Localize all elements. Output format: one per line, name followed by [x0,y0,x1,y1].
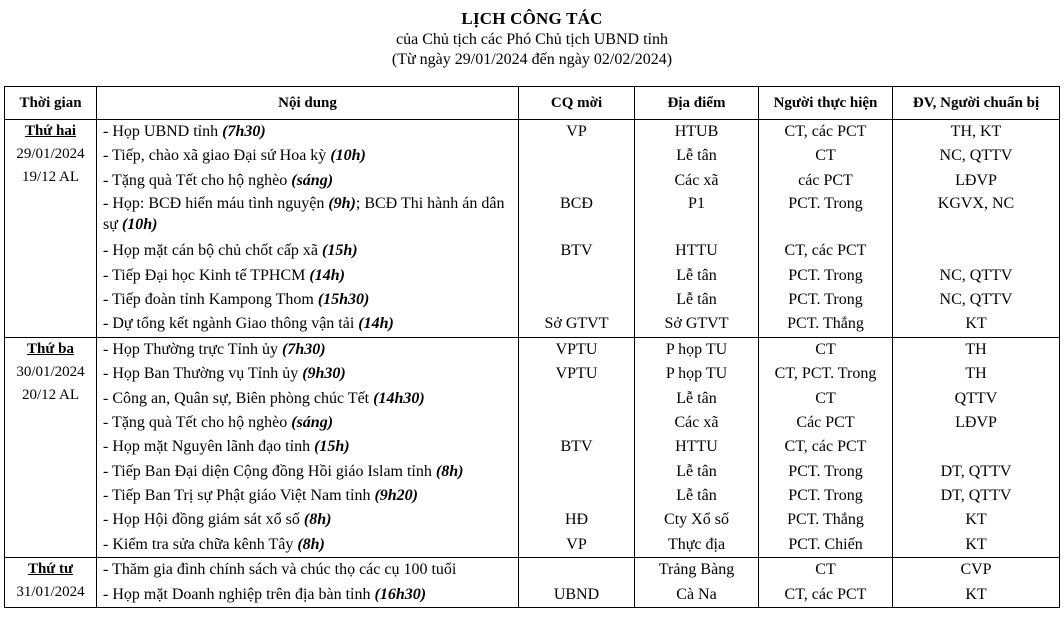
activity-item [97,508,518,532]
day-name: Thứ ba [27,340,74,357]
day-row [5,337,1060,558]
cq-value: VPTU [555,340,598,358]
day-row [5,558,1060,608]
person-value: CT [815,340,836,358]
person-value: PCT. Trong [788,462,863,480]
activity-item [97,484,518,508]
prep-value: NC, QTTV [939,290,1013,308]
person-value: các PCT [798,171,853,189]
document-title: LỊCH CÔNG TÁC [461,9,603,28]
activity-text: - Họp UBND tỉnh [103,123,223,140]
place-value: HTUB [674,123,719,140]
cq-value [519,387,634,411]
activity-item [97,169,518,193]
cq-value [519,484,634,508]
day-cell [5,337,97,558]
place-value: Lễ tân [676,290,717,308]
cq-value [519,264,634,288]
day-cell [5,120,97,338]
activity-time: (7h30) [222,123,266,140]
activity-text: - Họp mặt cán bộ chủ chốt cấp xã [103,242,323,260]
activity-time: (14h30) [373,389,425,407]
content-cell [97,120,519,338]
person-value: PCT. Chiến [788,535,863,553]
prep-value: TH, KT [950,123,1002,140]
prep-value: LĐVP [955,413,997,431]
place-value: Các xã [674,171,719,189]
activity-item [97,460,518,484]
person-value: CT, các PCT [784,585,867,603]
day-date: 31/01/2024 [16,584,85,601]
day-date: 30/01/2024 [16,363,85,380]
person-value: CT, PCT. Trong [774,365,877,383]
activity-time: (sáng) [291,413,334,431]
prep-value: DT, QTTV [940,462,1012,480]
person-value: PCT. Trong [788,290,863,308]
activity-item [97,558,518,582]
activity-time: (7h30) [281,340,326,358]
cq-value: UBND [553,585,600,603]
activity-item [97,193,518,239]
prep-value: KT [965,315,987,333]
person-value: PCT. Thắng [787,315,864,333]
person-value: Các PCT [796,413,855,431]
person-value: CT, các PCT [784,242,867,260]
column-header-cq: CQ mời [519,87,635,120]
person-value: PCT. Trong [788,195,863,213]
activity-time: (16h30) [374,585,427,603]
prep-cell [893,120,1060,338]
place-value: Trảng Bàng [658,561,735,579]
activity-text: - Họp: BCĐ hiến máu tình nguyện [103,195,329,213]
prep-value [893,239,1059,263]
activity-item [97,362,518,386]
place-value: Lễ tân [676,389,717,407]
schedule-body [5,120,1060,608]
prep-value: KT [965,535,987,553]
activity-text: - Tặng quà Tết cho hộ nghèo [103,413,292,431]
activity-item [97,120,518,144]
day-date: 29/01/2024 [16,146,85,162]
activity-text: - Họp Thường trực Tỉnh ủy [103,340,282,358]
cq-value [519,411,634,435]
day-cell [5,558,97,608]
content-cell [97,337,519,558]
cq-value [519,144,634,168]
activity-item [97,312,518,336]
activity-text: - Họp Ban Thường vụ Tỉnh ủy [103,365,303,383]
place-cell [635,558,759,608]
activity-text: - Kiểm tra sửa chữa kênh Tây [103,535,298,553]
activity-time: (9h) [328,195,356,213]
column-header-prep: ĐV, Người chuẩn bị [893,87,1060,120]
person-cell [759,558,893,608]
day-row [5,120,1060,338]
place-value: Lễ tân [676,266,717,284]
day-name: Thứ tư [27,561,74,578]
activity-time: (9h20) [374,487,419,505]
column-header-content: Nội dung [97,87,519,120]
activity-time: (15h) [314,438,350,456]
activity-text: - Thăm gia đình chính sách và chúc thọ các cụ 100 tuổi [103,561,457,579]
person-value: CT, các PCT [784,123,867,140]
prep-value: KGVX, NC [937,195,1015,213]
column-header-place: Địa điểm [635,87,759,120]
place-value: P1 [688,195,705,213]
activity-text: - Công an, Quân sự, Biên phòng chúc Tết [103,389,374,407]
place-value: P họp TU [665,340,728,358]
place-value: P họp TU [665,365,728,383]
activity-text: - Tặng quà Tết cho hộ nghèo [103,171,292,189]
cq-value: Sở GTVT [544,315,609,333]
prep-value: DT, QTTV [940,487,1012,505]
place-value: Sở GTVT [664,315,729,333]
place-value: Thực địa [667,535,726,553]
person-value: CT [815,561,836,579]
prep-value: KT [965,585,987,603]
person-value: PCT. Thắng [787,511,864,529]
activity-text: - Họp mặt Doanh nghiệp trên địa bàn tỉnh [103,585,375,603]
activity-text: - Họp mặt Nguyên lãnh đạo tỉnh [103,438,315,456]
place-value: HTTU [675,242,718,260]
cq-value: BTV [560,438,593,456]
activity-item [97,387,518,411]
content-cell [97,558,519,608]
person-value: CT [815,147,836,165]
prep-value [893,435,1059,459]
activity-text: - Họp Hội đồng giám sát xổ số [103,511,304,529]
activity-text: ; BCĐ Thi hành án dân sự [103,195,505,234]
activity-item [97,239,518,263]
place-value: Các xã [674,413,719,431]
cq-value: BCĐ [560,195,593,213]
cq-value [519,558,634,582]
cq-value: VPTU [555,365,598,383]
activity-item [97,144,518,168]
activity-item [97,435,518,459]
activity-time: (15h30) [317,290,370,308]
person-cell [759,120,893,338]
person-value: CT, các PCT [784,438,867,456]
schedule-table [4,86,1060,608]
activity-time: (10h) [121,216,158,234]
prep-value: NC, QTTV [939,147,1013,165]
activity-time: (8h) [435,462,464,480]
place-value: Cty Xổ số [664,511,729,529]
day-lunar: 19/12 AL [21,169,80,185]
cq-value [519,288,634,312]
activity-item [97,264,518,288]
activity-time: (15h) [322,242,358,260]
cq-cell [519,558,635,608]
place-cell [635,337,759,558]
cq-cell [519,120,635,338]
activity-text: - Tiếp Ban Trị sự Phật giáo Việt Nam tỉnh [103,487,375,505]
document-header [0,0,1064,70]
cq-value: HĐ [564,511,589,529]
place-cell [635,120,759,338]
activity-time: (14h) [309,266,345,284]
day-name: Thứ hai [24,123,77,139]
date-range: (Từ ngày 29/01/2024 đến ngày 02/02/2024) [391,51,673,68]
activity-text: - Tiếp Đại học Kinh tế TPHCM [103,266,310,284]
document-subtitle: của Chủ tịch các Phó Chủ tịch UBND tỉnh [396,31,668,48]
cq-value [519,460,634,484]
cq-cell [519,337,635,558]
prep-value: LĐVP [955,171,997,189]
day-lunar: 20/12 AL [21,386,80,403]
activity-time: (9h30) [302,365,346,383]
activity-item [97,338,518,362]
person-value: PCT. Trong [788,487,863,505]
activity-text: - Tiếp, chào xã giao Đại sứ Hoa kỳ [103,147,331,165]
activity-time: (sáng) [291,171,334,189]
activity-time: (10h) [330,147,366,165]
column-header-person: Người thực hiện [759,87,893,120]
prep-value: CVP [960,561,992,579]
place-value: Lễ tân [676,462,717,480]
prep-value: TH [965,365,987,383]
prep-value: KT [965,511,987,529]
prep-cell [893,337,1060,558]
activity-time: (8h) [303,511,332,529]
activity-item [97,288,518,312]
prep-value: NC, QTTV [939,266,1013,284]
table-header-row [5,87,1060,120]
activity-text: - Tiếp Ban Đại diện Cộng đồng Hồi giáo Islam tỉnh [103,462,436,480]
person-value: PCT. Trong [788,266,863,284]
place-value: HTTU [675,438,718,456]
activity-time: (8h) [297,535,325,553]
prep-cell [893,558,1060,608]
activity-text: - Tiếp đoàn tỉnh Kampong Thom [103,290,318,308]
activity-time: (14h) [358,315,394,333]
prep-value: QTTV [954,389,998,407]
activity-text: - Dự tổng kết ngành Giao thông vận tải [103,315,359,333]
place-value: Lễ tân [676,487,717,505]
prep-value: TH [965,340,987,358]
place-value: Lễ tân [676,147,717,165]
activity-item [97,533,518,557]
place-value: Cà Na [676,585,717,603]
activity-item [97,411,518,435]
cq-value: VP [566,123,587,140]
cq-value [519,169,634,193]
activity-item [97,583,518,607]
person-cell [759,337,893,558]
column-header-time: Thời gian [5,87,97,120]
cq-value: VP [566,535,587,553]
person-value: CT [815,389,836,407]
cq-value: BTV [560,242,593,260]
